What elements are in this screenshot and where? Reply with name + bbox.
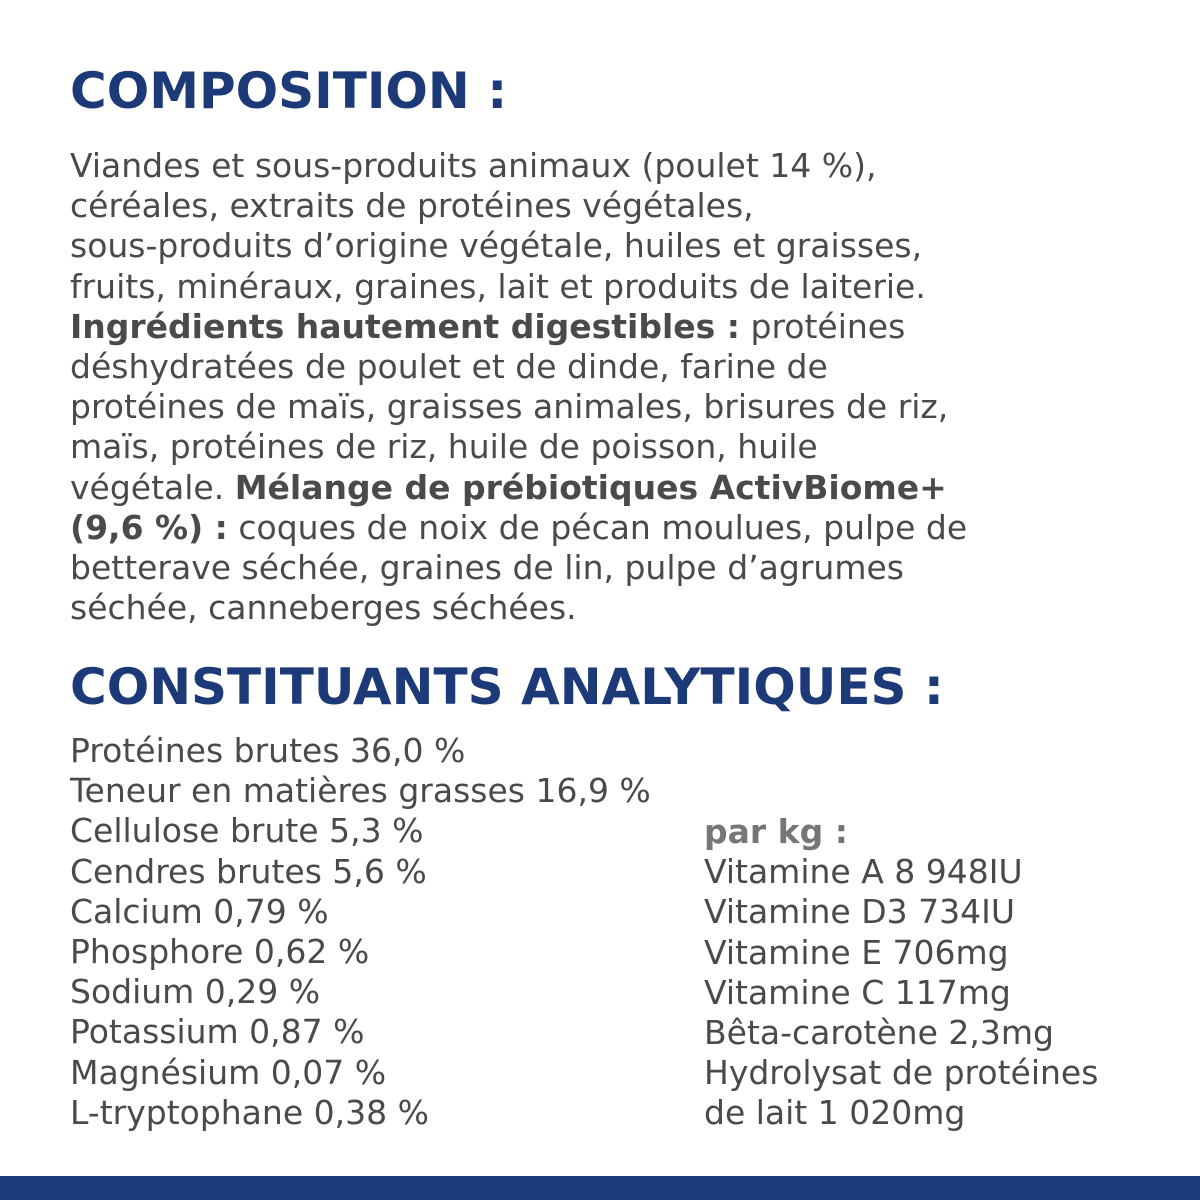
composition-line-1: Viandes et sous-produits animaux (poulet 14 %), céréales, extraits de protéines végétales, sous-produits d’origine végétale, huiles et graisses, fruits, minéraux, graines, lait et produits de laiterie. xyxy=(70,146,926,306)
per-kg-item: de lait 1 020mg xyxy=(704,1093,966,1133)
per-kg-item: Vitamine E 706mg xyxy=(704,932,1009,972)
constituent-item: Cellulose brute 5,3 % xyxy=(70,811,424,851)
constituent-item: Phosphore 0,62 % xyxy=(70,932,370,972)
prebiotic-blend-label: Mélange de prébiotiques ActivBiome+ (9,6 %) : xyxy=(70,467,947,547)
constituent-item: Calcium 0,79 % xyxy=(70,891,329,931)
per-kg-item: Vitamine C 117mg xyxy=(704,972,1011,1012)
per-kg-list xyxy=(704,812,1098,1134)
digestible-ingredients-label: Ingrédients hautement digestibles : xyxy=(70,306,741,346)
constituents-heading: CONSTITUANTS ANALYTIQUES : xyxy=(70,658,944,716)
per-kg-item: Hydrolysat de protéines xyxy=(704,1053,1099,1093)
constituent-item: Protéines brutes 36,0 % xyxy=(70,731,466,770)
composition-line-2: protéines déshydratées de poulet et de dinde, farine de protéines de maïs, graisses animales, brisures de riz, maïs, protéines de riz, huile de poisson, huile végétale. xyxy=(70,306,949,507)
footer-bar xyxy=(0,1176,1200,1200)
per-kg-item: Vitamine A 8 948IU xyxy=(704,852,1023,892)
per-kg-item: Vitamine D3 734IU xyxy=(704,892,1015,932)
constituent-item: Teneur en matières grasses 16,9 % xyxy=(70,771,651,811)
composition-text xyxy=(70,146,1150,628)
analytical-constituents-list xyxy=(70,731,651,1133)
constituent-item: L-tryptophane 0,38 % xyxy=(70,1092,429,1132)
constituent-item: Cendres brutes 5,6 % xyxy=(70,851,427,891)
composition-line-3: coques de noix de pécan moulues, pulpe de betterave séchée, graines de lin, pulpe d’agrumes séchée, canneberges séchées. xyxy=(70,507,968,628)
constituent-item: Magnésium 0,07 % xyxy=(70,1052,387,1092)
per-kg-label: par kg : xyxy=(704,812,848,851)
per-kg-item: Bêta-carotène 2,3mg xyxy=(704,1013,1054,1053)
composition-heading: COMPOSITION : xyxy=(70,62,508,120)
constituent-item: Potassium 0,87 % xyxy=(70,1012,365,1052)
constituent-item: Sodium 0,29 % xyxy=(70,972,321,1012)
